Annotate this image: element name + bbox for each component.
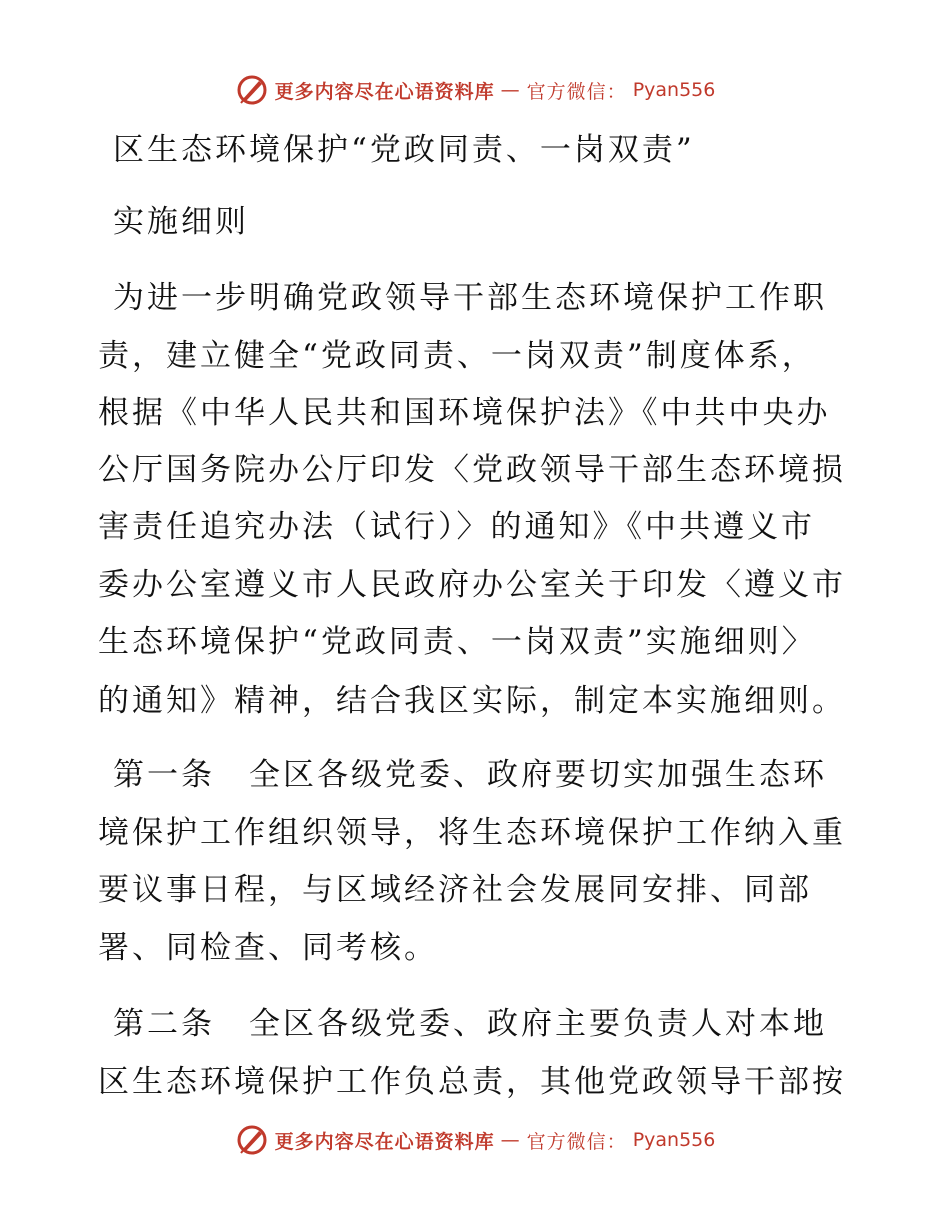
quill-pen-circle-icon bbox=[235, 73, 269, 107]
watermark-wechat-label: 官方微信： bbox=[526, 80, 627, 103]
watermark-top bbox=[0, 73, 950, 107]
article-2-line: 第二条 全区各级党委、政府主要负责人对本地 bbox=[113, 1006, 827, 1042]
doc-title-line-1: 区生态环境保护“党政同责、一岗双责” bbox=[113, 132, 695, 168]
body-line: 根据《中华人民共和国环境保护法》《中共中央办 bbox=[98, 395, 831, 431]
quill-pen-circle-icon bbox=[235, 1123, 269, 1157]
article-1-line: 境保护工作组织领导，将生态环境保护工作纳入重 bbox=[98, 815, 846, 851]
watermark-brand: 更多内容尽在心语资料库 bbox=[274, 1130, 495, 1153]
body-line: 为进一步明确党政领导干部生态环境保护工作职 bbox=[113, 280, 827, 316]
watermark-dash: — bbox=[500, 79, 521, 101]
body-line: 责，建立健全“党政同责、一岗双责”制度体系， bbox=[98, 338, 816, 374]
watermark-dash: — bbox=[500, 1129, 521, 1151]
article-1-line: 署、同检查、同考核。 bbox=[98, 930, 438, 966]
body-line: 公厅国务院办公厅印发〈党政领导干部生态环境损 bbox=[98, 452, 846, 488]
watermark-brand: 更多内容尽在心语资料库 bbox=[274, 80, 495, 103]
body-line: 委办公室遵义市人民政府办公室关于印发〈遵义市 bbox=[98, 567, 846, 603]
body-line: 的通知》精神，结合我区实际，制定本实施细则。 bbox=[98, 683, 846, 719]
watermark-bottom bbox=[0, 1123, 950, 1157]
watermark-wechat-id: Pyan556 bbox=[632, 79, 716, 101]
doc-title-line-2: 实施细则 bbox=[113, 204, 249, 240]
article-1-line: 要议事日程，与区域经济社会发展同安排、同部 bbox=[98, 872, 812, 908]
watermark-wechat-id: Pyan556 bbox=[632, 1129, 716, 1151]
article-1-line: 第一条 全区各级党委、政府要切实加强生态环 bbox=[113, 757, 827, 793]
article-2-line: 区生态环境保护工作负总责，其他党政领导干部按 bbox=[98, 1064, 846, 1100]
body-line: 生态环境保护“党政同责、一岗双责”实施细则〉 bbox=[98, 624, 816, 660]
watermark-wechat-label: 官方微信： bbox=[526, 1130, 627, 1153]
body-line: 害责任追究办法（试行）〉的通知》《中共遵义市 bbox=[98, 509, 815, 545]
